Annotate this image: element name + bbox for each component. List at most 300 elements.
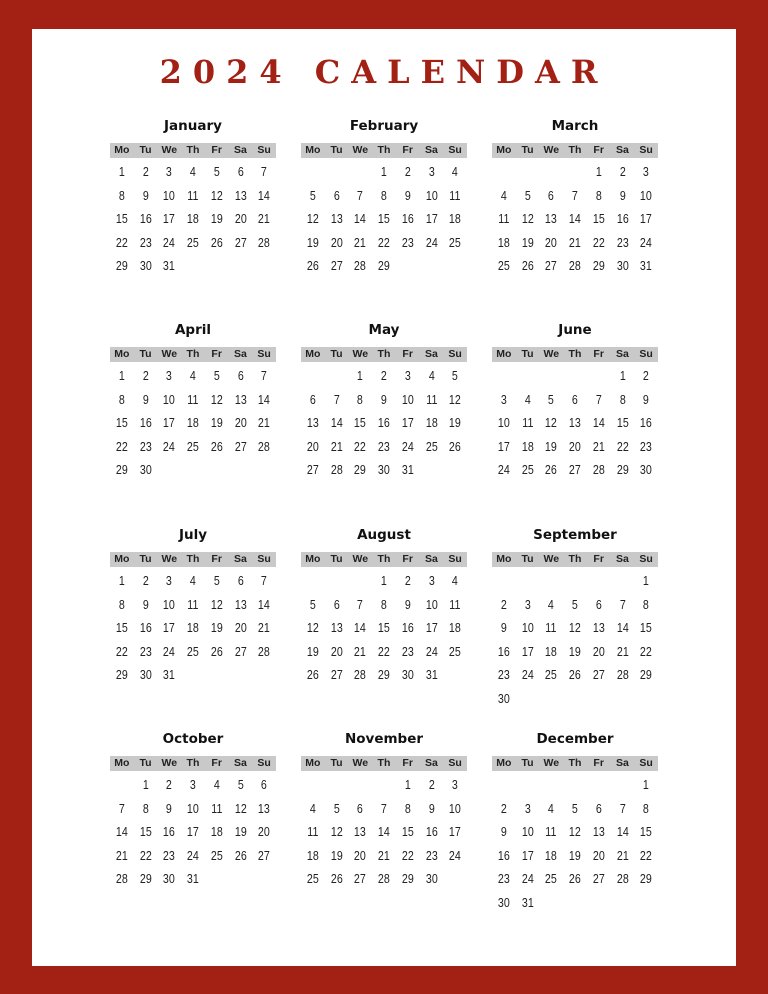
day-cell: 26	[521, 258, 534, 273]
day-cell: 29	[115, 667, 128, 682]
day-cell: 8	[404, 800, 411, 816]
day-cell	[565, 891, 584, 915]
day-cell: 19	[521, 234, 534, 250]
weekday-label: Th	[377, 553, 391, 565]
weekday-label: Tu	[521, 348, 534, 360]
day-cell: 28	[115, 871, 128, 886]
day-cell: 23	[378, 438, 390, 454]
day-cell: 31	[640, 258, 652, 273]
day-cell: 25	[187, 643, 199, 659]
week-row	[110, 569, 276, 593]
day-cell: 6	[333, 596, 340, 612]
day-cell: 2	[500, 596, 507, 612]
weekday-label: Su	[639, 757, 653, 769]
day-cell: 13	[306, 415, 319, 430]
day-cell: 9	[404, 596, 411, 612]
day-cell: 22	[354, 438, 367, 454]
day-grid	[110, 773, 276, 891]
weekday-label: Th	[568, 553, 582, 565]
day-cell: 7	[595, 391, 602, 407]
day-cell	[542, 891, 561, 915]
day-cell: 7	[261, 164, 268, 179]
day-cell: 17	[163, 620, 176, 635]
day-cell: 17	[521, 847, 534, 863]
day-cell: 18	[187, 211, 199, 226]
day-cell: 6	[237, 368, 244, 383]
weekday-label: Sa	[233, 757, 247, 769]
day-cell: 4	[309, 800, 316, 816]
weekday-label: Su	[257, 757, 271, 769]
day-cell	[303, 569, 322, 593]
day-grid	[492, 569, 658, 710]
day-cell: 7	[571, 187, 578, 203]
weekday-label: We	[543, 348, 560, 360]
weekday-label: Fr	[593, 348, 604, 360]
week-row	[110, 231, 276, 255]
day-cell: 27	[234, 234, 247, 250]
day-cell	[327, 773, 346, 797]
day-cell: 23	[401, 643, 414, 659]
day-cell: 28	[330, 462, 343, 477]
day-cell	[494, 773, 513, 797]
week-row	[301, 640, 467, 664]
day-cell: 11	[545, 824, 557, 839]
weekday-label: Fr	[593, 757, 604, 769]
day-cell: 15	[115, 211, 128, 226]
week-row	[110, 663, 276, 687]
day-cell: 5	[333, 800, 340, 816]
day-cell	[351, 773, 370, 797]
day-cell: 5	[237, 777, 244, 792]
day-cell	[254, 254, 273, 278]
week-row	[110, 773, 276, 797]
day-cell: 15	[640, 824, 652, 839]
weekday-label: Su	[448, 553, 462, 565]
day-cell: 24	[187, 847, 199, 863]
week-row	[492, 797, 658, 821]
day-cell: 24	[640, 234, 652, 250]
week-row	[110, 184, 276, 208]
day-cell	[207, 867, 226, 891]
day-cell: 12	[210, 187, 223, 203]
day-cell: 4	[548, 596, 555, 612]
day-cell: 20	[234, 211, 247, 226]
weekday-label: Fr	[402, 757, 413, 769]
day-cell	[494, 364, 513, 388]
weekday-header	[301, 552, 467, 567]
day-cell	[254, 867, 273, 891]
day-cell: 2	[619, 164, 626, 179]
day-cell: 29	[616, 462, 629, 477]
week-row	[110, 458, 276, 482]
day-cell: 30	[497, 690, 510, 706]
week-row	[110, 411, 276, 435]
day-cell: 19	[306, 234, 319, 250]
day-cell: 21	[569, 234, 581, 250]
week-row	[301, 616, 467, 640]
week-row	[492, 820, 658, 844]
weekday-label: We	[352, 144, 369, 156]
month-august	[301, 525, 467, 687]
day-cell: 15	[354, 415, 367, 430]
day-cell: 17	[425, 211, 438, 226]
day-cell: 23	[139, 438, 152, 454]
day-cell: 8	[643, 596, 650, 612]
day-cell: 21	[330, 438, 343, 454]
day-cell: 8	[118, 391, 125, 407]
day-cell: 27	[354, 871, 367, 886]
weekday-label: Th	[186, 144, 200, 156]
day-cell: 21	[115, 847, 128, 863]
week-row	[301, 797, 467, 821]
day-cell: 30	[139, 258, 152, 273]
day-cell: 4	[452, 164, 459, 179]
week-row	[301, 207, 467, 231]
day-cell: 5	[571, 596, 578, 612]
month-january	[110, 116, 276, 278]
day-cell: 27	[569, 462, 581, 477]
day-cell: 19	[210, 415, 223, 430]
day-cell	[254, 458, 273, 482]
week-row	[110, 364, 276, 388]
day-cell: 14	[330, 415, 343, 430]
day-cell: 19	[330, 847, 343, 863]
weekday-header	[301, 756, 467, 771]
weekday-label: Th	[377, 348, 391, 360]
month-name: December	[536, 731, 614, 747]
day-cell: 8	[619, 391, 626, 407]
day-cell: 11	[425, 391, 437, 407]
day-cell: 12	[449, 391, 461, 407]
day-cell: 16	[139, 620, 152, 635]
day-cell: 6	[595, 596, 602, 612]
day-cell: 15	[115, 620, 128, 635]
week-row	[110, 435, 276, 459]
day-cell: 13	[354, 824, 367, 839]
day-cell	[327, 364, 346, 388]
day-cell: 2	[404, 164, 411, 179]
day-cell: 12	[569, 620, 581, 635]
week-row	[492, 435, 658, 459]
day-cell: 28	[258, 643, 270, 659]
day-cell: 22	[401, 847, 414, 863]
week-row	[492, 411, 658, 435]
weekday-label: Th	[568, 757, 582, 769]
day-cell: 9	[619, 187, 626, 203]
day-cell: 24	[521, 871, 534, 886]
day-cell	[518, 687, 537, 711]
day-cell	[327, 160, 346, 184]
day-cell: 14	[616, 824, 629, 839]
week-row	[301, 160, 467, 184]
day-cell: 28	[616, 667, 629, 682]
day-cell: 12	[521, 211, 534, 226]
day-cell: 23	[163, 847, 176, 863]
day-cell: 22	[640, 643, 652, 659]
day-cell: 8	[380, 596, 387, 612]
day-cell: 2	[643, 368, 650, 383]
week-row	[301, 569, 467, 593]
day-cell: 28	[258, 438, 270, 454]
day-cell: 13	[569, 415, 581, 430]
week-row	[301, 820, 467, 844]
day-cell: 5	[524, 187, 531, 203]
day-cell: 11	[187, 187, 199, 203]
day-cell: 14	[378, 824, 390, 839]
day-cell: 25	[210, 847, 223, 863]
weekday-label: Sa	[615, 553, 629, 565]
month-october	[110, 729, 276, 891]
day-cell: 22	[378, 234, 390, 250]
day-cell: 29	[640, 871, 652, 886]
day-cell: 12	[545, 415, 558, 430]
page-title: 2024 CALENDAR	[159, 53, 609, 91]
weekday-header	[492, 552, 658, 567]
day-cell: 1	[643, 777, 650, 792]
day-cell: 23	[139, 234, 152, 250]
month-february	[301, 116, 467, 278]
day-cell: 15	[592, 211, 605, 226]
day-cell: 17	[521, 643, 534, 659]
day-cell	[542, 773, 561, 797]
weekday-header	[492, 143, 658, 158]
day-cell: 22	[378, 643, 390, 659]
weekday-label: Tu	[139, 144, 152, 156]
weekday-label: Fr	[593, 144, 604, 156]
day-cell: 18	[187, 415, 199, 430]
day-cell: 2	[142, 573, 149, 588]
day-cell: 4	[189, 368, 196, 383]
week-row	[492, 458, 658, 482]
day-cell: 13	[234, 596, 247, 612]
day-grid	[301, 569, 467, 687]
weekday-label: Sa	[615, 144, 629, 156]
day-cell: 23	[616, 234, 629, 250]
weekday-label: Tu	[521, 553, 534, 565]
day-cell	[518, 160, 537, 184]
day-cell: 3	[189, 777, 196, 792]
day-cell	[565, 160, 584, 184]
weekday-label: Th	[377, 757, 391, 769]
day-cell: 28	[258, 234, 270, 250]
day-cell: 2	[142, 164, 149, 179]
day-cell: 22	[115, 438, 128, 454]
day-cell: 20	[234, 620, 247, 635]
weekday-label: Mo	[305, 757, 321, 769]
day-cell	[231, 458, 250, 482]
week-row	[301, 231, 467, 255]
weekday-label: Tu	[139, 348, 152, 360]
week-row	[110, 388, 276, 412]
week-row	[301, 388, 467, 412]
day-cell: 16	[497, 847, 510, 863]
weekday-label: Mo	[114, 348, 130, 360]
day-cell	[112, 773, 131, 797]
day-cell: 20	[569, 438, 581, 454]
day-cell: 19	[210, 211, 223, 226]
day-cell: 19	[449, 415, 461, 430]
weekday-label: Tu	[521, 757, 534, 769]
day-cell: 28	[354, 258, 367, 273]
day-cell: 1	[142, 777, 149, 792]
weekday-header	[110, 143, 276, 158]
week-row	[110, 593, 276, 617]
day-cell	[565, 364, 584, 388]
day-cell: 11	[187, 596, 199, 612]
day-cell: 29	[115, 258, 128, 273]
day-cell: 27	[592, 667, 605, 682]
weekday-label: Tu	[139, 553, 152, 565]
day-cell: 1	[357, 368, 364, 383]
weekday-label: Su	[639, 348, 653, 360]
day-cell: 30	[616, 258, 629, 273]
weekday-label: Tu	[139, 757, 152, 769]
day-cell: 27	[306, 462, 319, 477]
month-name: February	[349, 118, 419, 134]
day-cell: 13	[592, 620, 605, 635]
day-cell: 14	[592, 415, 605, 430]
day-cell	[589, 569, 608, 593]
day-cell: 22	[616, 438, 629, 454]
day-cell: 13	[592, 824, 605, 839]
weekday-header	[110, 756, 276, 771]
day-cell: 30	[163, 871, 176, 886]
day-cell	[613, 569, 632, 593]
day-cell: 20	[330, 643, 343, 659]
day-grid	[492, 364, 658, 482]
month-may	[301, 320, 467, 482]
day-cell: 26	[234, 847, 247, 863]
day-cell: 29	[354, 462, 367, 477]
day-cell	[565, 569, 584, 593]
day-cell: 30	[139, 462, 152, 477]
day-cell: 24	[449, 847, 461, 863]
day-cell: 22	[115, 234, 128, 250]
day-cell: 21	[258, 620, 270, 635]
day-cell: 16	[139, 211, 152, 226]
weekday-label: Mo	[114, 553, 130, 565]
weekday-label: Su	[257, 553, 271, 565]
day-cell: 1	[404, 777, 411, 792]
weekday-label: Su	[257, 348, 271, 360]
month-name: July	[178, 527, 208, 543]
day-cell: 9	[166, 800, 173, 816]
day-cell: 28	[354, 667, 367, 682]
weekday-label: We	[161, 144, 178, 156]
day-cell: 10	[187, 800, 199, 816]
month-name: January	[164, 118, 222, 134]
day-cell: 8	[643, 800, 650, 816]
day-cell: 5	[309, 596, 316, 612]
day-cell: 2	[500, 800, 507, 816]
day-cell: 23	[425, 847, 438, 863]
weekday-label: Fr	[402, 348, 413, 360]
day-cell: 31	[163, 258, 176, 273]
day-cell: 6	[309, 391, 316, 407]
day-cell: 16	[139, 415, 152, 430]
weekday-header	[301, 143, 467, 158]
day-cell: 15	[115, 415, 128, 430]
day-cell	[303, 773, 322, 797]
day-grid	[492, 160, 658, 278]
week-row	[301, 663, 467, 687]
weekday-label: We	[543, 553, 560, 565]
day-cell	[207, 254, 226, 278]
day-cell	[494, 569, 513, 593]
day-cell: 30	[401, 667, 414, 682]
week-row	[492, 844, 658, 868]
day-cell: 11	[449, 187, 461, 203]
day-cell: 9	[643, 391, 650, 407]
day-cell: 5	[213, 573, 220, 588]
day-cell: 26	[449, 438, 461, 454]
day-cell: 24	[163, 438, 176, 454]
day-cell: 14	[569, 211, 581, 226]
month-name: May	[368, 322, 400, 338]
day-cell: 4	[524, 391, 531, 407]
day-cell: 31	[521, 894, 534, 910]
day-cell: 7	[118, 800, 125, 816]
day-cell: 30	[640, 462, 652, 477]
week-row	[492, 663, 658, 687]
day-cell	[422, 254, 441, 278]
day-cell: 10	[401, 391, 414, 407]
day-cell: 8	[142, 800, 149, 816]
weekday-label: Th	[568, 144, 582, 156]
day-grid	[301, 160, 467, 278]
day-cell: 11	[307, 824, 319, 839]
weekday-header	[492, 756, 658, 771]
day-cell: 6	[237, 573, 244, 588]
day-cell: 24	[163, 234, 176, 250]
day-cell: 5	[452, 368, 459, 383]
weekday-header	[301, 347, 467, 362]
day-cell: 15	[616, 415, 629, 430]
day-cell: 24	[401, 438, 414, 454]
week-row	[110, 254, 276, 278]
day-cell: 20	[545, 234, 558, 250]
day-cell: 23	[401, 234, 414, 250]
day-cell: 19	[234, 824, 247, 839]
day-cell: 23	[640, 438, 652, 454]
day-cell	[231, 867, 250, 891]
day-cell: 19	[569, 847, 581, 863]
day-cell: 12	[210, 391, 223, 407]
day-cell: 18	[187, 620, 199, 635]
weekday-label: Mo	[114, 757, 130, 769]
day-grid	[301, 364, 467, 482]
day-grid	[110, 569, 276, 687]
week-row	[492, 184, 658, 208]
day-cell: 6	[571, 391, 578, 407]
day-cell: 2	[404, 573, 411, 588]
day-cell: 26	[330, 871, 343, 886]
day-cell: 10	[425, 187, 438, 203]
day-cell: 24	[425, 643, 438, 659]
day-cell: 29	[401, 871, 414, 886]
day-cell: 21	[378, 847, 390, 863]
day-cell	[518, 773, 537, 797]
month-november	[301, 729, 467, 891]
day-cell: 14	[258, 596, 270, 612]
day-cell: 1	[118, 573, 125, 588]
day-cell: 18	[521, 438, 534, 454]
day-cell: 7	[261, 573, 268, 588]
day-cell: 17	[449, 824, 461, 839]
weekday-label: Su	[448, 144, 462, 156]
day-cell: 18	[545, 643, 558, 659]
day-cell: 26	[306, 258, 319, 273]
